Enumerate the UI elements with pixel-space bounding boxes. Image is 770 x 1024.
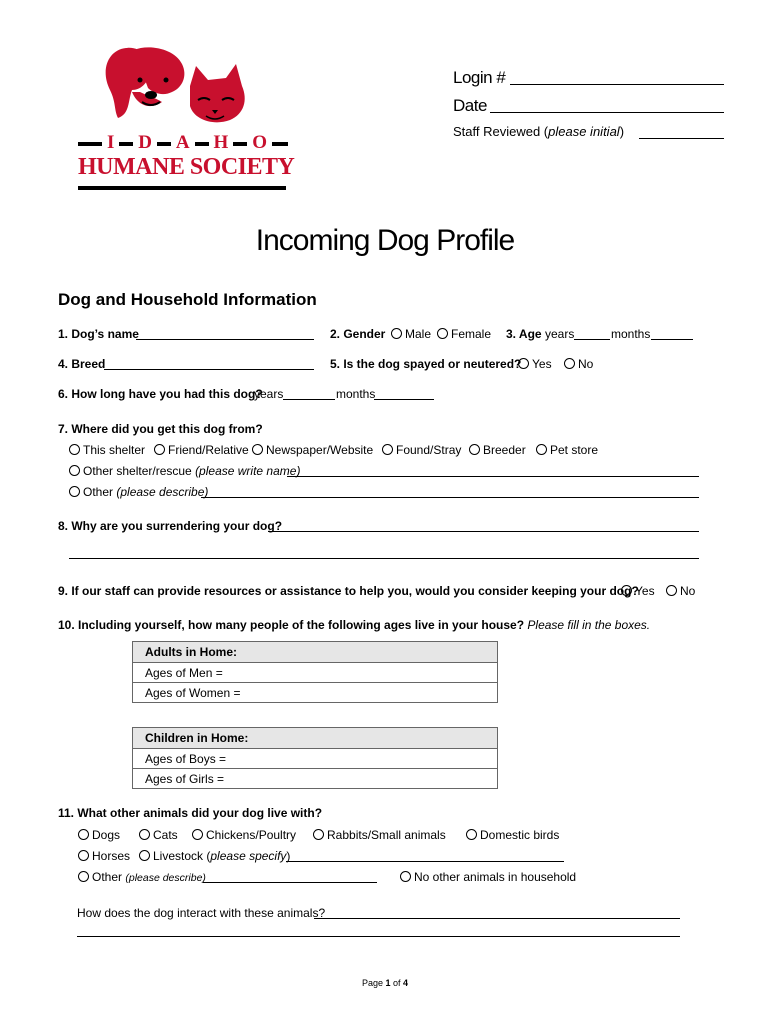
source-friend-radio[interactable]: Friend/Relative bbox=[154, 443, 249, 457]
age-months-label: months bbox=[611, 327, 651, 341]
q5-label: 5. Is the dog spayed or neutered? bbox=[330, 357, 522, 371]
radio-icon bbox=[466, 829, 477, 840]
spayed-yes-radio[interactable]: Yes bbox=[518, 357, 552, 371]
animals-other-radio[interactable]: Other (please describe) bbox=[78, 870, 206, 884]
ages-of-boys-field[interactable]: Ages of Boys = bbox=[133, 749, 497, 769]
radio-icon bbox=[139, 850, 150, 861]
breed-field[interactable] bbox=[104, 369, 314, 370]
other-shelter-field[interactable] bbox=[287, 476, 699, 477]
animals-chickens-radio[interactable]: Chickens/Poultry bbox=[192, 828, 296, 842]
age-years-field[interactable] bbox=[574, 339, 610, 340]
adults-table bbox=[132, 641, 498, 703]
q7-label: 7. Where did you get this dog from? bbox=[58, 422, 263, 436]
logo: I D A H O HUMANE SOCIETY bbox=[78, 40, 288, 195]
interact-label: How does the dog interact with these animals? bbox=[77, 906, 326, 920]
q8-label: 8. Why are you surrendering your dog? bbox=[58, 519, 283, 533]
radio-icon bbox=[621, 585, 632, 596]
q4-label: 4. Breed bbox=[58, 357, 106, 371]
source-this-shelter-radio[interactable]: This shelter bbox=[69, 443, 145, 457]
animals-horses-radio[interactable]: Horses bbox=[78, 849, 130, 863]
keep-dog-yes-radio[interactable]: Yes bbox=[621, 584, 655, 598]
section-heading: Dog and Household Information bbox=[58, 290, 317, 309]
radio-icon bbox=[139, 829, 150, 840]
radio-icon bbox=[313, 829, 324, 840]
livestock-field[interactable] bbox=[286, 861, 564, 862]
radio-icon bbox=[69, 486, 80, 497]
radio-icon bbox=[154, 444, 165, 455]
source-other-shelter-radio[interactable]: Other shelter/rescue (please write name) bbox=[69, 464, 300, 478]
radio-icon bbox=[78, 871, 89, 882]
q10-label: 10. Including yourself, how many people of the following ages live in your house? Please fill in the boxes. bbox=[58, 618, 651, 632]
q3-label: 3. Age bbox=[506, 327, 542, 341]
ages-of-men-field[interactable]: Ages of Men = bbox=[133, 663, 497, 683]
ages-of-girls-field[interactable]: Ages of Girls = bbox=[145, 772, 225, 786]
animals-livestock-radio[interactable]: Livestock (please specify) bbox=[139, 849, 290, 863]
login-label: Login # bbox=[453, 68, 506, 87]
spayed-no-radio[interactable]: No bbox=[564, 357, 593, 371]
age-years-label: years bbox=[545, 327, 575, 341]
ages-of-women-field[interactable]: Ages of Women = bbox=[145, 686, 241, 700]
date-label: Date bbox=[453, 96, 487, 115]
radio-icon bbox=[69, 444, 80, 455]
q6-months-field[interactable] bbox=[374, 399, 434, 400]
page-footer: Page 1 of 4 bbox=[361, 978, 409, 988]
animals-cats-radio[interactable]: Cats bbox=[139, 828, 178, 842]
adults-header: Adults in Home: bbox=[133, 642, 497, 663]
login-field[interactable] bbox=[510, 84, 724, 85]
radio-icon bbox=[536, 444, 547, 455]
radio-icon bbox=[252, 444, 263, 455]
radio-icon bbox=[391, 328, 402, 339]
radio-icon bbox=[437, 328, 448, 339]
q9-label: 9. If our staff can provide resources or assistance to help you, would you consider keeping your dog? bbox=[58, 584, 639, 598]
age-months-field[interactable] bbox=[651, 339, 693, 340]
surrender-reason-field-2[interactable] bbox=[69, 558, 699, 559]
radio-icon bbox=[400, 871, 411, 882]
q6-label: 6. How long have you had this dog? bbox=[58, 387, 263, 401]
radio-icon bbox=[518, 358, 529, 369]
staff-reviewed-field[interactable] bbox=[639, 138, 724, 139]
source-found-stray-radio[interactable]: Found/Stray bbox=[382, 443, 461, 457]
q1-label: 1. Dog’s name bbox=[58, 327, 139, 341]
page-title: Incoming Dog Profile bbox=[255, 224, 515, 257]
interact-field[interactable] bbox=[314, 918, 680, 919]
radio-icon bbox=[666, 585, 677, 596]
animals-dogs-radio[interactable]: Dogs bbox=[78, 828, 120, 842]
source-pet-store-radio[interactable]: Pet store bbox=[536, 443, 598, 457]
radio-icon bbox=[69, 465, 80, 476]
surrender-reason-field[interactable] bbox=[268, 531, 699, 532]
animals-other-field[interactable] bbox=[203, 882, 377, 883]
animals-none-radio[interactable]: No other animals in household bbox=[400, 870, 576, 884]
source-other-field[interactable] bbox=[201, 497, 699, 498]
radio-icon bbox=[564, 358, 575, 369]
date-field[interactable] bbox=[490, 112, 724, 113]
q6-months-label: months bbox=[336, 387, 376, 401]
staff-reviewed-label: Staff Reviewed (please initial) bbox=[453, 124, 625, 139]
q11-label: 11. What other animals did your dog live with? bbox=[58, 806, 323, 820]
q6-years-field[interactable] bbox=[283, 399, 335, 400]
keep-dog-no-radio[interactable]: No bbox=[666, 584, 695, 598]
q2-label: 2. Gender bbox=[330, 327, 386, 341]
animals-rabbits-radio[interactable]: Rabbits/Small animals bbox=[313, 828, 446, 842]
source-breeder-radio[interactable]: Breeder bbox=[469, 443, 526, 457]
q6-years-label: years bbox=[254, 387, 284, 401]
children-header: Children in Home: bbox=[133, 728, 497, 749]
dog-cat-logo-icon bbox=[78, 40, 288, 130]
dog-name-field[interactable] bbox=[136, 339, 314, 340]
gender-male-radio[interactable]: Male bbox=[391, 327, 431, 341]
interact-field-2[interactable] bbox=[77, 936, 680, 937]
radio-icon bbox=[78, 850, 89, 861]
logo-humane-society: HUMANE SOCIETY bbox=[78, 154, 295, 180]
radio-icon bbox=[382, 444, 393, 455]
radio-icon bbox=[469, 444, 480, 455]
children-table bbox=[132, 727, 498, 789]
radio-icon bbox=[192, 829, 203, 840]
source-other-radio[interactable]: Other (please describe) bbox=[69, 485, 208, 499]
source-newspaper-radio[interactable]: Newspaper/Website bbox=[252, 443, 373, 457]
gender-female-radio[interactable]: Female bbox=[437, 327, 491, 341]
radio-icon bbox=[78, 829, 89, 840]
animals-birds-radio[interactable]: Domestic birds bbox=[466, 828, 559, 842]
